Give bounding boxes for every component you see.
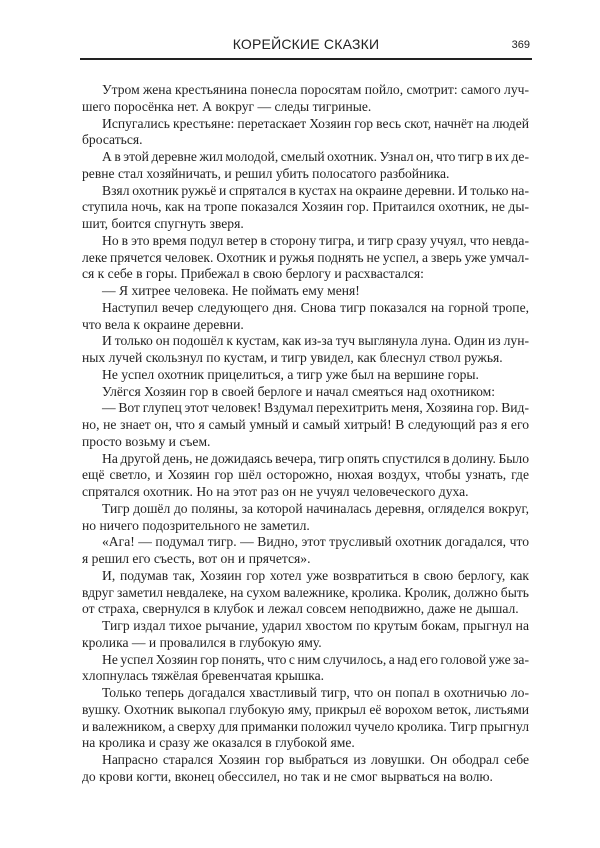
text-line: ревне стал хозяйничать, и решил убить полосатого разбойника. xyxy=(82,165,450,181)
paragraph xyxy=(82,384,529,401)
paragraph xyxy=(82,618,529,652)
text-line: кролика — и провалился в глубокую яму. xyxy=(82,634,322,650)
text-line-row xyxy=(82,518,529,535)
text-line-row xyxy=(82,266,529,283)
text-line: Тигр дошёл до поляны, за которой начиналась деревня, огляделся вокруг, xyxy=(102,500,529,516)
text-line: Испугались крестьяне: перетаскает Хозяин гор весь скот, начнёт на людей xyxy=(102,115,529,131)
text-line-row xyxy=(82,300,529,317)
paragraph xyxy=(82,300,529,334)
text-line: шего поросёнка нет. А вокруг — следы тигриные. xyxy=(82,98,372,114)
text-line-row xyxy=(82,116,529,133)
text-line-row xyxy=(82,99,529,116)
text-line-row xyxy=(82,652,529,669)
text-line-row xyxy=(82,685,529,702)
paragraph xyxy=(82,116,529,150)
paragraph xyxy=(82,333,529,367)
body-text xyxy=(82,82,529,786)
text-line: А в этой деревне жил молодой, смелый охотник. Узнал он, что тигр в их де- xyxy=(102,149,529,164)
text-line: я решил его съесть, вот он и прячется». xyxy=(82,551,311,566)
text-line: Не успел охотник прицелиться, а тигр уже был на вершине горы. xyxy=(102,366,479,382)
text-line-row xyxy=(82,400,529,417)
text-line: что вела к окраине деревни. xyxy=(82,316,244,332)
text-line-row xyxy=(82,82,529,99)
text-line-row xyxy=(82,702,529,719)
text-line-row xyxy=(82,601,529,618)
text-line-row xyxy=(82,350,529,367)
text-line-row xyxy=(82,417,529,434)
text-line-row xyxy=(82,283,529,300)
text-line: Взял охотник ружьё и спрятался в кустах на окраине деревни. И только на- xyxy=(102,182,529,198)
text-line: хлопнулась тяжёлая бревенчатая крышка. xyxy=(82,668,325,684)
paragraph xyxy=(82,400,529,450)
paragraph xyxy=(82,283,529,300)
text-line: Не успел Хозяин гор понять, что с ним случилось, а над его головой уже за- xyxy=(102,651,529,667)
text-line-row xyxy=(82,384,529,401)
text-line: на кролика и сразу же оказался в глубокой яме. xyxy=(82,735,355,751)
text-line: до крови когти, вконец обессилел, но так и не смог вырваться на волю. xyxy=(82,768,493,784)
text-line-row xyxy=(82,551,529,568)
text-line: бросаться. xyxy=(82,132,143,148)
text-line: Утром жена крестьянина понесла поросятам пойло, смотрит: самого луч- xyxy=(102,82,529,97)
running-header xyxy=(80,36,532,60)
text-line-row xyxy=(82,719,529,736)
text-line-row xyxy=(82,250,529,267)
text-line-row xyxy=(82,467,529,484)
paragraph xyxy=(82,451,529,501)
text-line: вдруг заметил невдалеке, на сухом валежнике, кролика. Кролик, должно быть xyxy=(82,584,529,600)
text-line-row xyxy=(82,668,529,685)
text-line-row xyxy=(82,769,529,786)
text-line: Только теперь догадался хвастливый тигр, что он попал в охотничью ло- xyxy=(102,685,529,700)
text-line: ных лучей скользнул по кустам, и тигр увидел, как блеснул ствол ружья. xyxy=(82,350,503,365)
running-title: КОРЕЙСКИЕ СКАЗКИ xyxy=(232,36,380,52)
paragraph xyxy=(82,82,529,116)
text-line-row xyxy=(82,367,529,384)
paragraph xyxy=(82,367,529,384)
text-line: Но в это время подул ветер в сторону тигра, и тигр сразу учуял, что невда- xyxy=(102,232,529,248)
text-line-row xyxy=(82,149,529,166)
text-line-row xyxy=(82,199,529,216)
paragraph xyxy=(82,183,529,233)
paragraph xyxy=(82,685,529,752)
text-line-row xyxy=(82,233,529,250)
text-line: ся к себе в горы. Прибежал в свою берлогу и расхвастался: xyxy=(82,266,424,282)
text-line: просто возьму и съем. xyxy=(82,433,211,449)
text-line: — Я хитрее человека. Не поймать ему меня! xyxy=(102,283,360,298)
text-line: — Вот глупец этот человек! Вздумал перехитрить меня, Хозяина гор. Вид- xyxy=(102,400,529,416)
text-line: но ничего подозрительного не заметил. xyxy=(82,517,310,533)
text-line-row xyxy=(82,166,529,183)
text-line: спрятался охотник. Но на этот раз он не учуял человеческого духа. xyxy=(82,484,469,499)
text-line-row xyxy=(82,568,529,585)
text-line: леке прячется человек. Охотник и ружья поднять не успел, а зверь уже умчал- xyxy=(82,249,529,265)
text-line: ступила ночь, как на тропе показался Хозяин гор. Притаился охотник, не ды- xyxy=(82,199,529,215)
text-line: Тигр издал тихое рычание, ударил хвостом по крутым бокам, прыгнул на xyxy=(102,618,529,633)
text-line-row xyxy=(82,132,529,149)
text-line-row xyxy=(82,635,529,652)
paragraph xyxy=(82,568,529,618)
text-line-row xyxy=(82,216,529,233)
text-line-row xyxy=(82,333,529,350)
text-line: и валежником, а сверху для приманки положил чучело кролика. Тигр прыгнул xyxy=(82,718,529,734)
text-line: вушку. Охотник выкопал глубокую яму, прикрыл её ворохом веток, листьями xyxy=(82,701,529,717)
text-line-row xyxy=(82,434,529,451)
paragraph xyxy=(82,501,529,535)
paragraph xyxy=(82,652,529,686)
paragraph xyxy=(82,752,529,786)
text-line-row xyxy=(82,317,529,334)
text-line-row xyxy=(82,735,529,752)
text-line: Наступил вечер следующего дня. Снова тигр показался на горной тропе, xyxy=(102,299,529,315)
paragraph xyxy=(82,149,529,183)
page-number: 369 xyxy=(511,39,530,51)
text-line: ещё светло, и Хозяин гор шёл осторожно, нюхая воздух, чтобы узнать, где xyxy=(82,467,529,483)
text-line: И, подумав так, Хозяин гор хотел уже возвратиться в свою берлогу, как xyxy=(102,567,529,583)
paragraph xyxy=(82,534,529,568)
text-line-row xyxy=(82,585,529,602)
text-line-row xyxy=(82,451,529,468)
text-line: Напрасно старался Хозяин гор выбраться из ловушки. Он ободрал себе xyxy=(102,752,529,767)
text-line-row xyxy=(82,618,529,635)
text-line-row xyxy=(82,534,529,551)
text-line: но, не знает он, что я самый умный и самый хитрый! В следующий раз я его xyxy=(82,417,529,432)
text-line: И только он подошёл к кустам, как из-за туч выглянула луна. Один из лун- xyxy=(102,333,529,349)
text-line-row xyxy=(82,484,529,501)
text-line: «Ага! — подумал тигр. — Видно, этот трусливый охотник догадался, что xyxy=(102,534,529,550)
text-line-row xyxy=(82,183,529,200)
paragraph xyxy=(82,233,529,283)
text-line: Улёгся Хозяин гор в своей берлоге и начал смеяться над охотником: xyxy=(102,383,496,399)
text-line: На другой день, не дожидаясь вечера, тигр опять спустился в долину. Было xyxy=(102,450,529,466)
text-line-row xyxy=(82,501,529,518)
text-line: шит, боится спугнуть зверя. xyxy=(82,216,244,231)
text-line-row xyxy=(82,752,529,769)
text-line: от страха, свернулся в клубок и лежал совсем неподвижно, даже не дышал. xyxy=(82,601,519,617)
